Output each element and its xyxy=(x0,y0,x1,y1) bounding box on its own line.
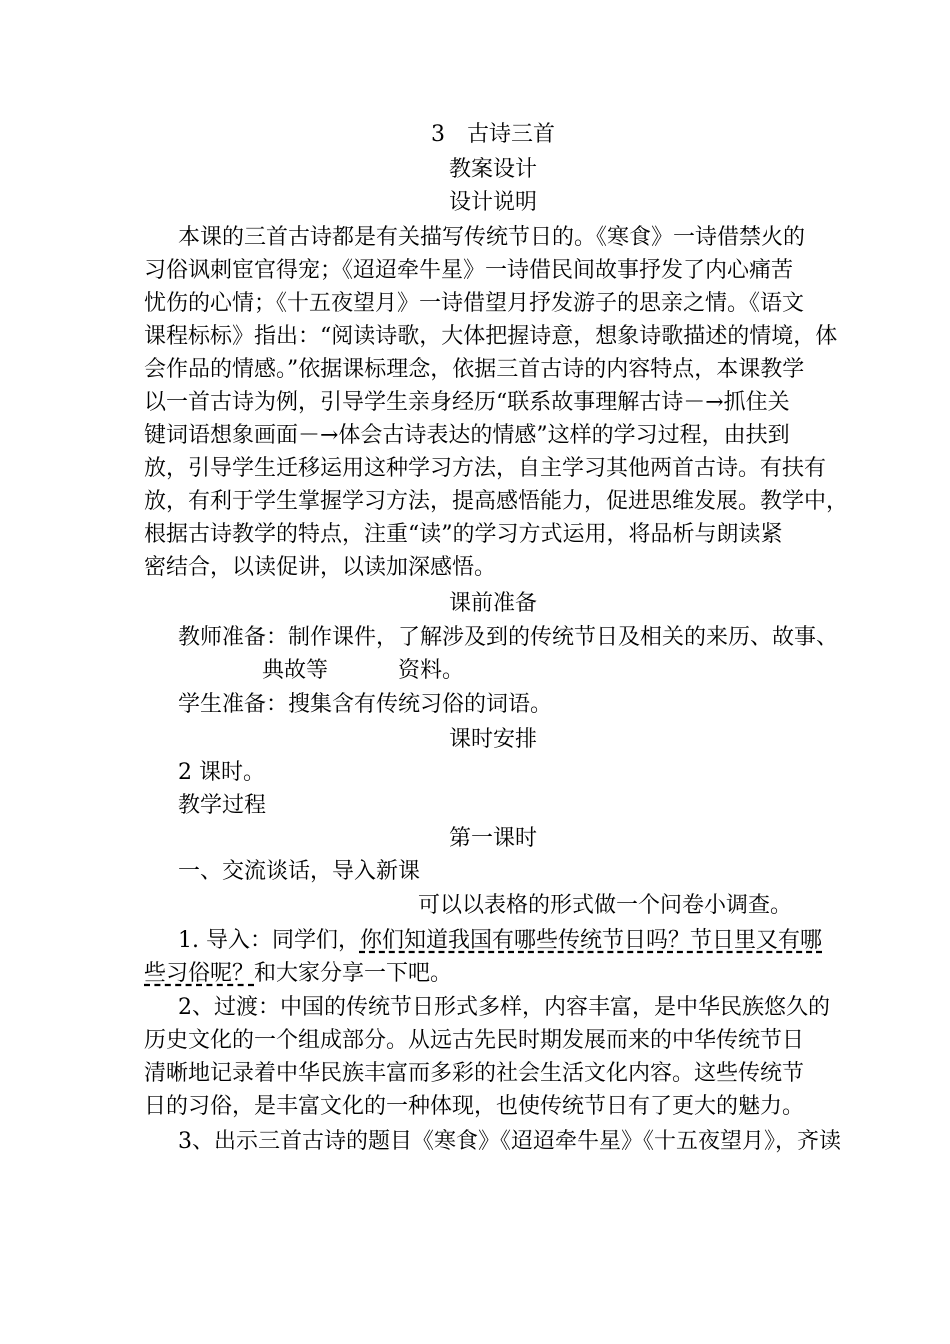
doc-subtitle: 教案设计 xyxy=(448,157,537,182)
design-paragraph-line: 习俗讽刺宦官得宠；《迢迢牵牛星》一诗借民间故事抒发了内心痛苦 xyxy=(144,258,794,283)
section-heading-design: 设计说明 xyxy=(448,190,537,215)
item-one-line xyxy=(178,926,822,956)
design-paragraph-line: 键词语想象画面－→体会古诗表达的情感”这样的学习过程，由扶到 xyxy=(144,423,790,448)
teacher-prep-continuation: 典故等 xyxy=(262,658,329,683)
design-paragraph-line: 根据古诗教学的特点，注重“读”的学习方式运用，将品析与朗读紧 xyxy=(144,522,783,547)
section-heading-prep: 课前准备 xyxy=(448,591,537,616)
section-heading-schedule: 课时安排 xyxy=(448,727,537,752)
item-one-prefix: 1. 导入：同学们， xyxy=(178,928,360,953)
design-paragraph-line: 放，有利于学生掌握学习方法，提高感悟能力，促进思维发展。教学中， xyxy=(144,489,849,514)
item-two-line: 历史文化的一个组成部分。从远古先民时期发展而来的中华传统节日 xyxy=(144,1028,805,1053)
item-two-line: 日的习俗，是丰富文化的一种体现，也使传统节日有了更大的魅力。 xyxy=(144,1094,805,1119)
doc-title: 3 古诗三首 xyxy=(431,122,555,147)
teacher-prep-line: 教师准备：制作课件，了解涉及到的传统节日及相关的来历、故事、 xyxy=(178,625,839,650)
item-two-line: 清晰地记录着中华民族丰富而多彩的社会生活文化内容。这些传统节 xyxy=(144,1061,805,1086)
design-paragraph-line: 密结合，以读促讲，以读加深感悟。 xyxy=(144,555,497,580)
item-one-question-end: 些习俗呢？ xyxy=(144,961,255,986)
item-one-line xyxy=(144,959,452,989)
item-one-rest: 和大家分享一下吧。 xyxy=(254,961,453,986)
design-paragraph-line: 课程标标》指出：“阅读诗歌，大体把握诗意，想象诗歌描述的情境，体 xyxy=(144,324,838,349)
item-one-question: 你们知道我国有哪些传统节日吗？节日里又有哪 xyxy=(359,928,822,953)
design-paragraph-line: 本课的三首古诗都是有关描写传统节日的。《寒食》一诗借禁火的 xyxy=(178,225,806,250)
teacher-prep-materials: 资料。 xyxy=(398,658,465,683)
design-paragraph-line: 放，引导学生迁移运用这种学习方法，自主学习其他两首古诗。有扶有 xyxy=(144,456,827,481)
lesson-one-heading: 第一课时 xyxy=(448,826,537,851)
side-note: 可以以表格的形式做一个问卷小调查。 xyxy=(418,893,793,918)
item-two-line: 2、过渡：中国的传统节日形式多样，内容丰富，是中华民族悠久的 xyxy=(178,995,830,1020)
student-prep-line: 学生准备：搜集含有传统习俗的词语。 xyxy=(178,692,553,717)
part-one-heading: 一、交流谈话，导入新课 xyxy=(178,859,421,884)
item-three-line: 3、出示三首古诗的题目《寒食》《迢迢牵牛星》《十五夜望月》，齐读 xyxy=(178,1129,841,1154)
design-paragraph-line: 以一首古诗为例，引导学生亲身经历“联系故事理解古诗－→抓住关 xyxy=(144,390,790,415)
process-heading: 教学过程 xyxy=(178,793,267,818)
schedule-text: 2 课时。 xyxy=(178,760,265,785)
design-paragraph-line: 会作品的情感。”依据课标理念，依据三首古诗的内容特点，本课教学 xyxy=(144,357,805,382)
design-paragraph-line: 忧伤的心情；《十五夜望月》一诗借望月抒发游子的思亲之情。《语文 xyxy=(144,291,805,316)
